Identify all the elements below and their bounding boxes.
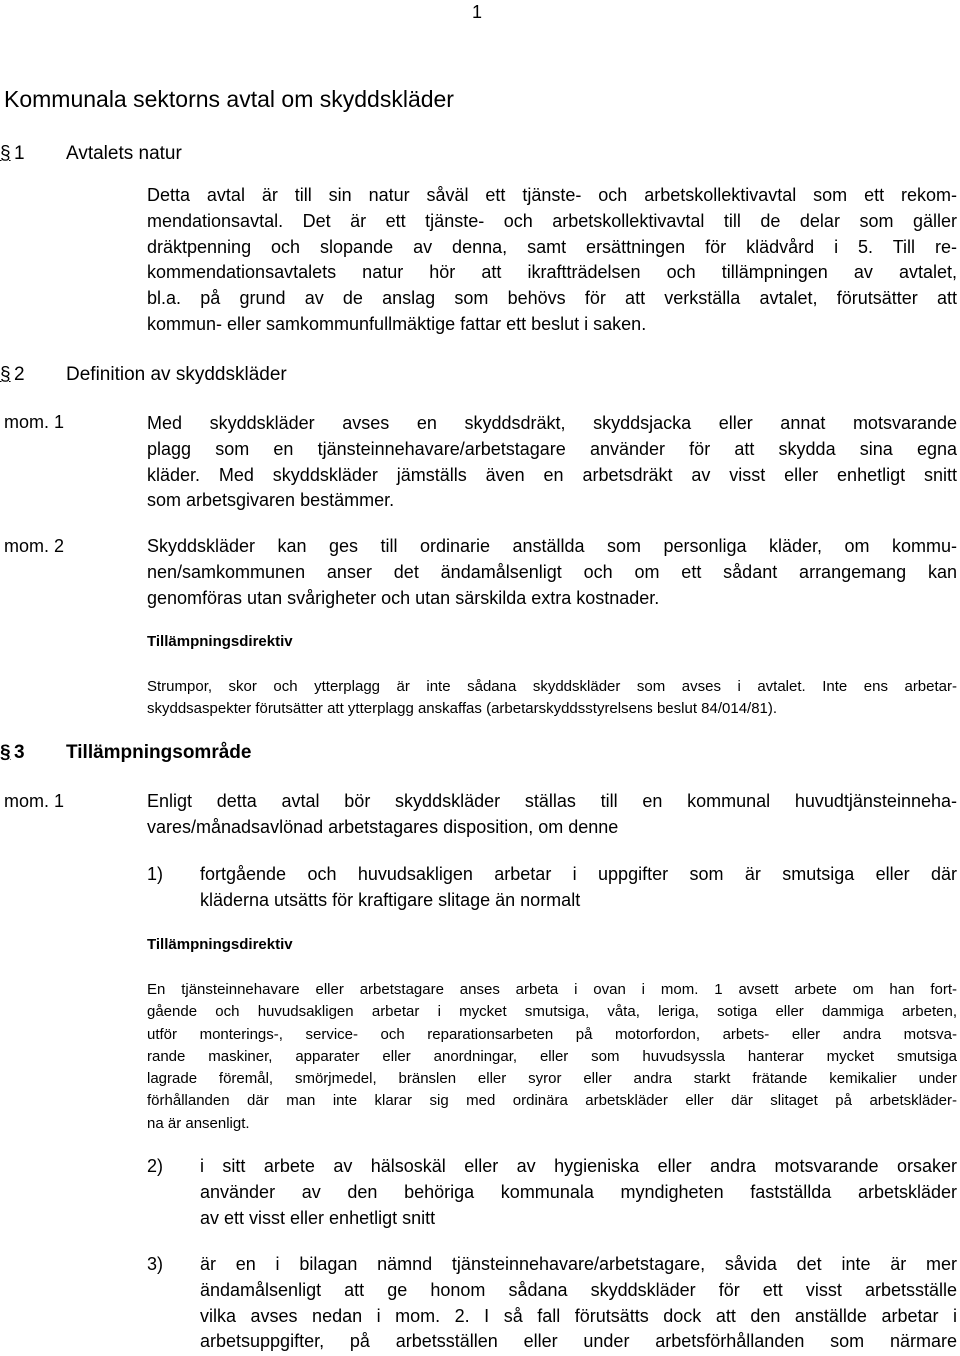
text-line: nen/samkommunen anser det ändamålsenligt och om ett sådant arrangemang kan (147, 561, 957, 582)
text-line: Enligt detta avtal bör skyddskläder ställas till en kommunal huvudtjänsteinneha- (147, 791, 957, 811)
text-line: skyddsaspekter förutsätter att ytterplagg anskaffas (arbetarskyddsstyrelsens beslut 84/014/81). (147, 700, 778, 718)
section-1-heading (0, 143, 182, 165)
text-line: som arbetsgivaren bestämmer. (147, 490, 395, 511)
text-line: kläder. Med skyddskläder jämställs även en arbetsdräkt av visst eller enhetligt snitt (147, 464, 957, 485)
list-item-content (200, 862, 957, 914)
directive-heading: Tillämpningsdirektiv (147, 936, 293, 953)
page-number: 1 (472, 2, 483, 22)
text-line: vares/månadsavlönad arbetstagares disposition, om denne (147, 816, 619, 837)
list-marker: 3) (147, 1254, 164, 1274)
text-line: ändamålsenligt att ge honom sådana skyddskläder för ett visst arbetsställe (200, 1279, 957, 1300)
section-title: Definition av skyddskläder (66, 364, 287, 385)
text-line: En tjänsteinnehavare eller arbetstagare anses arbeta i ovan i mom. 1 avsett arbete om han fort- (147, 981, 957, 998)
text-line: gående och huvudsakligen arbetar i mycket smutsiga, våta, leriga, sotiga eller dammiga arbeten, (147, 1003, 957, 1021)
mom-1-label: mom. 1 (4, 791, 65, 811)
directive-text (147, 676, 957, 721)
section-3-mom-1-text (147, 789, 957, 841)
text-line: arbetsuppgifter, på arbetsställen eller under arbetsförhållanden som närmare (200, 1331, 957, 1352)
text-line: av ett visst eller enhetligt snitt (200, 1207, 436, 1228)
text-line: förhållanden där man inte klarar sig med ordinära arbetskläder eller där slitaget på arbetskläder- (147, 1092, 957, 1110)
text-line: är en i bilagan nämnd tjänsteinnehavare/arbetstagare, såvida det inte är mer (200, 1254, 957, 1274)
text-line: Med skyddskläder avses en skyddsdräkt, skyddsjacka eller annat motsvarande (147, 413, 957, 433)
mom-2-label: mom. 2 (4, 536, 65, 556)
list-marker: 2) (147, 1156, 164, 1176)
section-3-heading (0, 742, 251, 764)
mom-1-label: mom. 1 (4, 412, 65, 432)
section-2-mom-2-text (147, 534, 957, 611)
text-line: vilka avses nedan i mom. 2. I så fall förutsätts dock att den anställde arbetar i (200, 1305, 957, 1326)
text-line: dräktpenning och slopande av denna, samt ersättningen för klädvård i 5. Till re- (147, 236, 957, 257)
list-marker: 1) (147, 864, 164, 884)
section-symbol: § (0, 364, 11, 385)
directive-heading: Tillämpningsdirektiv (147, 633, 293, 650)
text-line: rande maskiner, apparater eller anordningar, eller som huvudsyssla hanterar mycket smutsiga (147, 1047, 957, 1065)
text-line: genomföras utan svårigheter och utan särskilda extra kostnader. (147, 587, 660, 608)
text-line: na är ansenligt. (147, 1114, 250, 1132)
section-symbol: § (0, 143, 11, 164)
text-line: utför monterings-, service- och reparationsarbeten på motorfordon, arbets- eller andra motsva- (147, 1025, 957, 1043)
section-title: Tillämpningsområde (66, 742, 252, 763)
document-title: Kommunala sektorns avtal om skyddskläder (4, 86, 454, 112)
section-number: 1 (14, 143, 25, 164)
text-line: Detta avtal är till sin natur såväl ett tjänste- och arbetskollektivavtal som ett rekom- (147, 185, 957, 205)
section-number: 2 (14, 364, 25, 385)
text-line: kommendationsavtalets natur hör att ikraftträdelsen och tillämpningen av avtalet, (147, 262, 957, 283)
text-line: kläderna utsätts för kraftigare slitage än normalt (200, 889, 581, 910)
text-line: plagg som en tjänsteinnehavare/arbetstagare använder för att skydda sina egna (147, 438, 957, 459)
section-2-heading (0, 364, 287, 386)
text-line: kommun- eller samkommunfullmäktige fattar ett beslut i saken. (147, 313, 647, 334)
text-line: Skyddskläder kan ges till ordinarie anställda som personliga kläder, om kommu- (147, 536, 957, 556)
directive-text (147, 979, 957, 1135)
section-1-text (147, 183, 957, 338)
list-item-content (200, 1154, 957, 1231)
section-title: Avtalets natur (66, 143, 182, 164)
list-item-content (200, 1252, 957, 1355)
text-line: bl.a. på grund av de anslag som behövs för att verkställa avtalet, förutsätter att (147, 288, 957, 309)
text-line: mendationsavtal. Det är ett tjänste- och arbetskollektivavtal till de delar som gäller (147, 210, 957, 231)
text-line: använder av den behöriga kommunala myndigheten fastställda arbetskläder (200, 1181, 957, 1202)
text-line: lagrade föremål, smörjmedel, bränslen eller syror eller andra starkt frätande kemikalier under (147, 1070, 957, 1088)
text-line: Strumpor, skor och ytterplagg är inte sådana skyddskläder som avses i avtalet. Inte ens arbetar- (147, 678, 957, 695)
section-2-mom-1-text (147, 411, 957, 514)
text-line: i sitt arbete av hälsoskäl eller av hygieniska eller andra motsvarande orsaker (200, 1156, 957, 1176)
section-symbol: § (0, 742, 11, 763)
section-number: 3 (14, 742, 25, 763)
text-line: fortgående och huvudsakligen arbetar i uppgifter som är smutsiga eller där (200, 864, 957, 884)
